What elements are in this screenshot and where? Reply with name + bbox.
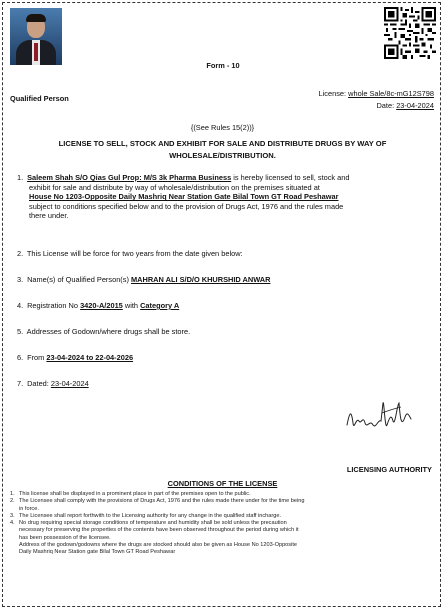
licensee-name: Saleem Shah S/O Qias Gul Prop: M/S 3k Pharma Business <box>27 173 232 182</box>
heading-line2: WHOLESALE/DISTRIBUTION. <box>169 151 276 160</box>
condition-number: 1. <box>10 491 15 497</box>
form-title: Form - 10 <box>206 61 240 70</box>
condition-number <box>10 527 19 534</box>
license-number-value: whole Sale/8c-mG12S798 <box>348 89 434 98</box>
validity-period: 23-04-2024 to 22-04-2026 <box>46 353 134 362</box>
registration-number: 3420-A/2015 <box>80 301 123 310</box>
license-date-label: Date: <box>376 101 395 110</box>
item-3: 3. Name(s) of Qualified Person(s) MAHRAN ALI S/D/O KHURSHID ANWAR <box>17 275 271 284</box>
license-document <box>2 2 441 607</box>
condition-line <box>10 527 438 534</box>
condition-number <box>10 542 19 549</box>
qualified-person-label: Qualified Person <box>10 94 69 103</box>
condition-text: necessary for preserving the properties of the contents have been observed throughout the period during which it <box>19 527 299 534</box>
condition-number: 2. <box>10 498 15 505</box>
condition-line <box>10 535 438 542</box>
condition-text: No drug requiring special storage conditions of temperature and humidity shall be sold unless the precaution <box>19 520 287 527</box>
item-2: 2. This License will be force for two years from the date given below: <box>17 249 243 258</box>
rules-reference: {(See Rules 15(2))} <box>190 123 255 132</box>
condition-line <box>10 520 438 527</box>
category: Category A <box>140 301 180 310</box>
qualified-person-name: MAHRAN ALI S/D/O KHURSHID ANWAR <box>131 275 271 284</box>
condition-number <box>10 535 19 542</box>
condition-text: has been possession of the licensee. <box>19 534 111 541</box>
condition-text: Daily Mashriq Near Station gate Bilal Town GT Road Peshawar <box>19 549 176 556</box>
condition-line <box>10 498 438 505</box>
conditions-title: CONDITIONS OF THE LICENSE <box>167 479 278 488</box>
condition-text: Address of the godown/godowns where the drugs are stocked should also be given as House No 1203-Opposite <box>19 542 297 549</box>
condition-line <box>10 491 438 498</box>
condition-line <box>10 513 438 520</box>
license-date-value: 23-04-2024 <box>396 101 434 110</box>
licensing-authority: LICENSING AUTHORITY <box>346 465 432 474</box>
condition-text: The Licensee shall report forthwith to the Licensing authority for any change in the qualified staff incharge. <box>19 512 282 519</box>
conditions-list <box>10 491 438 557</box>
item-5: 5. Addresses of Godown/where drugs shall be store. <box>17 327 191 336</box>
condition-text: in force. <box>19 505 39 512</box>
condition-text: This license shall be displayed in a prominent place in part of the premises open to the public. <box>19 491 251 497</box>
license-label: License: <box>318 89 347 98</box>
condition-line <box>10 549 438 556</box>
item-6: 6. From 23-04-2024 to 22-04-2026 <box>17 353 134 362</box>
item-1: 1. Saleem Shah S/O Qias Gul Prop: M/S 3k Pharma Business is hereby licensed to sell, stock and exhibit for sale and distribute by way of wholesale/distribution on the premises situated at House No 1203-Opposite Daily Mashriq Near Station Gate Bilal Town GT Road Peshawar subject to conditions specified below and to the provision of Drugs Act, 1976 and the rules made there under. <box>17 173 350 221</box>
qualified-person-photo <box>10 8 62 65</box>
condition-text: The Licensee shall comply with the provisions of Drugs Act, 1976 and the rules made there under for the time being <box>19 498 305 505</box>
license-number <box>319 89 434 99</box>
license-date <box>376 101 434 111</box>
condition-number <box>10 506 19 513</box>
condition-line <box>10 506 438 513</box>
qr-code-icon <box>384 7 436 59</box>
signature <box>343 395 413 443</box>
premises-address: House No 1203-Opposite Daily Mashriq Near Station Gate Bilal Town GT Road Peshawar <box>29 192 339 202</box>
condition-line <box>10 542 438 549</box>
dated-value: 23-04-2024 <box>50 379 89 388</box>
heading-line1: LICENSE TO SELL, STOCK AND EXHIBIT FOR SALE AND DISTRIBUTE DRUGS BY WAY OF <box>58 139 387 148</box>
condition-number <box>10 549 19 556</box>
item-4: 4. Registration No 3420-A/2015 with Category A <box>17 301 180 310</box>
condition-number: 4. <box>10 520 15 527</box>
item-7: 7. Dated: 23-04-2024 <box>17 379 89 388</box>
condition-number: 3. <box>10 512 15 519</box>
